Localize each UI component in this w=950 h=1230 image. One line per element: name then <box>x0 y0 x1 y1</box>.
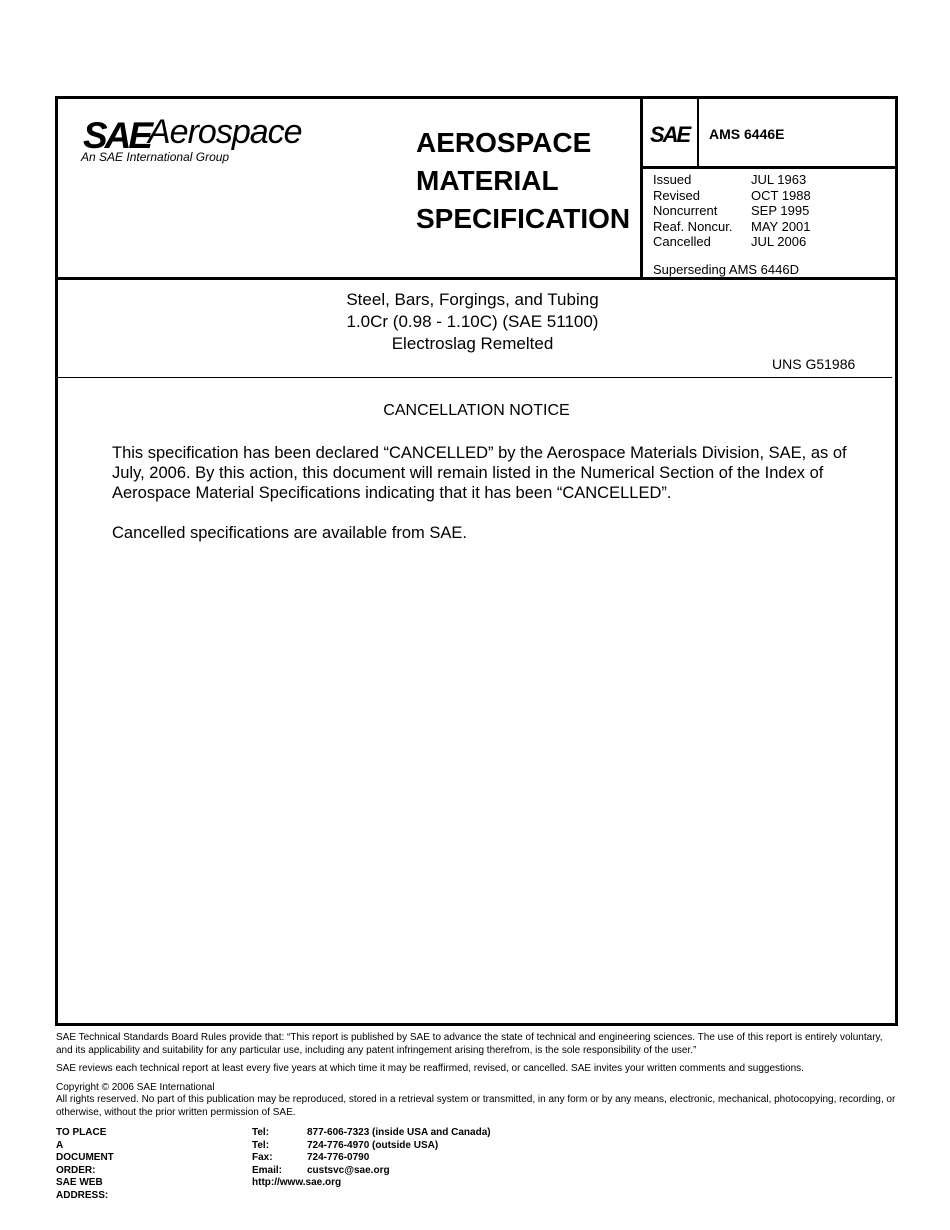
footer-notes <box>56 1032 901 1125</box>
body-text <box>112 443 872 563</box>
logo-subtitle: An SAE International Group <box>81 150 230 164</box>
history-date: JUL 2006 <box>751 234 807 249</box>
contact-type: Tel: <box>252 1127 270 1138</box>
contact-type: Tel: <box>252 1139 270 1151</box>
doc-number-underline <box>640 166 895 169</box>
subject-block <box>57 289 920 355</box>
body-paragraph: This specification has been declared “CANCELLED” by the Aerospace Materials Division, SAE, as of July, 2006. By this action, this document will remain listed in the Numerical Section of the Index of Aerospace Material Specifications indicating that it has been “CANCELLED”. <box>112 444 847 502</box>
footer-paragraph: SAE Technical Standards Board Rules provide that: “This report is published by SAE to advance the state of technical and engineering sciences. The use of this report is entirely voluntary, and its applicability and suitability for any particular use, including any patent infringement arising therefrom, is the sole responsibility of the user.” <box>56 1032 883 1056</box>
history-label: Revised <box>653 187 700 203</box>
doc-number-divider <box>697 96 699 167</box>
contact-type: Email: <box>252 1164 283 1176</box>
superseding-note: Superseding AMS 6446D <box>653 262 799 277</box>
web-address-link[interactable]: http://www.sae.org <box>252 1177 342 1188</box>
body-paragraph: Cancelled specifications are available from SAE. <box>112 524 467 542</box>
web-address-label: SAE WEB ADDRESS: <box>56 1177 109 1201</box>
header-divider <box>55 277 895 280</box>
subject-divider <box>57 377 892 378</box>
footer-paragraph: Copyright © 2006 SAE International All rights reserved. No part of this publication may be reproduced, stored in a retrieval system or transmitted, in any form or by any means, electronic, mechanical, photocopying, recording, or otherwise, without the prior written permission of SAE. <box>56 1081 896 1118</box>
uns-number: UNS G51986 <box>772 356 856 372</box>
history-date: MAY 2001 <box>751 218 811 234</box>
contact-value[interactable]: 724-776-4970 (outside USA) <box>307 1139 439 1151</box>
subject-line: 1.0Cr (0.98 - 1.10C) (SAE 51100) <box>346 312 599 331</box>
cancellation-heading: CANCELLATION NOTICE <box>383 402 570 419</box>
title-line: MATERIAL <box>416 165 559 196</box>
history-date: SEP 1995 <box>751 203 810 218</box>
contact-value[interactable]: 724-776-0790 <box>307 1152 370 1163</box>
email-link[interactable]: custsvc@sae.org <box>307 1164 390 1176</box>
sae-small-logo: SAE <box>650 122 690 147</box>
sae-logo-mark: SAE <box>83 115 151 156</box>
contact-type: Fax: <box>252 1152 273 1163</box>
order-label: TO PLACE A DOCUMENT ORDER: <box>56 1127 114 1176</box>
history-date: OCT 1988 <box>751 187 811 203</box>
history-date: JUL 1963 <box>751 172 807 187</box>
contact-value[interactable]: 877-606-7323 (inside USA and Canada) <box>307 1127 491 1138</box>
title-line: AEROSPACE <box>416 127 592 158</box>
history-label: Issued <box>653 172 692 187</box>
header-column-divider <box>640 96 643 278</box>
subject-line: Electroslag Remelted <box>391 334 554 353</box>
aerospace-logo-word: Aerospace <box>148 113 302 151</box>
document-title <box>416 124 630 238</box>
history-label: Noncurrent <box>653 203 718 218</box>
title-line: SPECIFICATION <box>416 203 631 234</box>
footer-paragraph: SAE reviews each technical report at least every five years at which time it may be reaffirmed, revised, or cancelled. SAE invites your written comments and suggestions. <box>56 1063 804 1074</box>
history-label: Cancelled <box>653 234 711 249</box>
subject-line: Steel, Bars, Forgings, and Tubing <box>346 290 599 309</box>
document-number: AMS 6446E <box>709 126 785 142</box>
history-label: Reaf. Noncur. <box>653 218 733 234</box>
